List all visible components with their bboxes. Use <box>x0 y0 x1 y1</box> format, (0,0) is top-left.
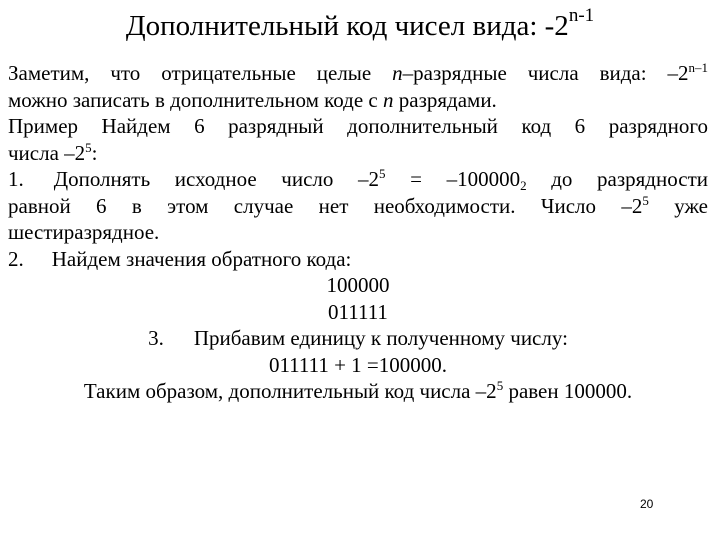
step3-text: Прибавим единицу к полученному числу: <box>193 326 568 350</box>
example-colon: : <box>91 140 98 165</box>
step1-line2-superscript: 5 <box>642 192 649 208</box>
step3-number: 3. <box>148 326 164 350</box>
intro-line-1 <box>8 60 708 87</box>
example-line-1: Пример Найдем 6 разрядный дополнительный код 6 разрядного <box>8 114 708 138</box>
conclusion-text-b: равен 100000. <box>503 379 633 403</box>
inverse-value-2: 011111 <box>328 299 388 324</box>
intro-line2-text: можно записать в дополнительном коде с <box>8 87 383 112</box>
step2-line <box>8 246 708 273</box>
intro-line2-n: n <box>383 87 394 112</box>
step1-line-1 <box>8 166 708 193</box>
example-superscript: 5 <box>85 139 92 155</box>
conclusion-line <box>8 378 708 405</box>
step2-text: Найдем значения обратного кода: <box>51 246 352 271</box>
step1-text-b: до разрядности <box>526 167 708 191</box>
intro-line-2 <box>8 87 708 114</box>
intro-text-rest: –разрядные числа вида: –2 <box>402 61 689 85</box>
title-text: Дополнительный код чисел вида: -2 <box>125 10 569 42</box>
step2-number: 2. <box>8 246 24 271</box>
step1-number: 1. <box>8 167 24 191</box>
page-number: 20 <box>640 497 654 511</box>
step1-line-2 <box>8 193 708 220</box>
example-text: числа –2 <box>8 140 86 165</box>
intro-superscript: n–1 <box>688 60 708 75</box>
step1-line2-text-b: уже <box>648 193 708 218</box>
step3-calc: 011111 + 1 =100000. <box>268 352 448 377</box>
step1-text-a: Дополнять исходное число –2 <box>53 167 380 191</box>
step1-superscript: 5 <box>379 166 386 181</box>
step3-line <box>8 325 708 352</box>
intro-line2-rest: разрядами. <box>393 87 497 112</box>
inverse-value-1: 100000 <box>326 273 390 297</box>
step1-equation: = –100000 <box>385 167 521 191</box>
intro-n: n <box>392 61 403 85</box>
example-line-2 <box>8 140 708 167</box>
slide-title <box>0 5 720 43</box>
conclusion-superscript: 5 <box>496 378 504 393</box>
conclusion-text-a: Таким образом, дополнительный код числа –2 <box>83 379 497 403</box>
slide-content <box>8 60 708 405</box>
title-superscript: n-1 <box>568 5 595 26</box>
step1-line-3: шестиразрядное. <box>8 220 160 244</box>
step1-subscript: 2 <box>520 178 527 193</box>
intro-text: Заметим, что отрицательные целые <box>8 61 393 85</box>
step1-line2-text-a: равной 6 в этом случае нет необходимости. Число –2 <box>8 193 643 218</box>
